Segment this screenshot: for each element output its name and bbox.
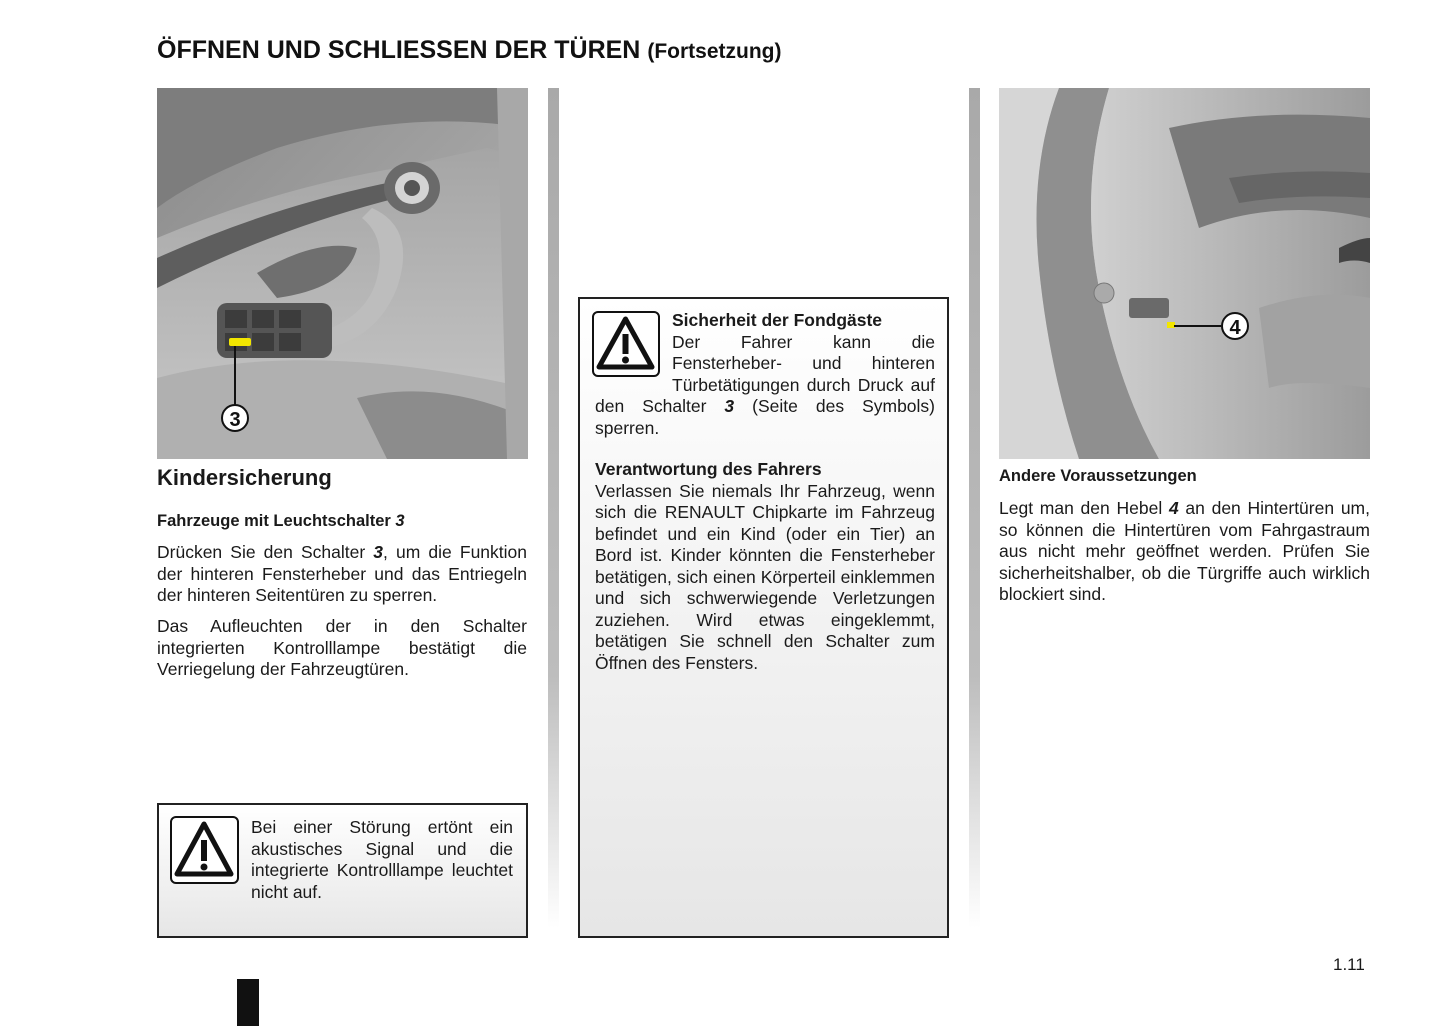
title-main: ÖFFNEN UND SCHLIESSEN DER TÜREN: [157, 36, 641, 64]
right-paragraph: [999, 498, 1370, 606]
title-subtitle: (Fortsetzung): [647, 40, 782, 63]
child-lock-switch-highlight: [229, 338, 251, 346]
subheading-text: Fahrzeuge mit Leuchtschalter: [157, 512, 391, 530]
rear-door-illustration: [999, 88, 1370, 459]
warning-box-malfunction: [157, 803, 528, 938]
callout-4: 4: [1229, 317, 1241, 339]
left-paragraph-2: Das Aufleuchten der in den Schalter integrierten Kontrolllampe bestätigt die Verriegelung der Fahrzeugtüren.: [157, 616, 527, 679]
heading-andere-voraussetzungen: Andere Voraussetzungen: [999, 467, 1197, 485]
warning2-title: Verantwortung des Fahrers: [595, 459, 822, 479]
left-para1-b: , um die Funktion der hinteren Fensterheber und das Entriegeln der hinteren Seitentüren zu sperren.: [157, 542, 528, 605]
subheading-ref: 3: [395, 512, 405, 530]
lever-4-highlight: [1167, 322, 1175, 328]
column-divider-right: [969, 88, 980, 928]
warning1-text-a: Der Fahrer kann die Fensterheber- und hinteren Türbetätigungen durch Druck auf den Schalter: [595, 331, 935, 416]
warning2-text: Verlassen Sie niemals Ihr Fahrzeug, wenn sich die RENAULT Chipkarte im Fahrzeug befindet und ein Kind (oder ein Tier) an Bord ist. Kinder könnten die Fensterheber betätigen, sich einen Körperteil einklemmen und sich schwerwiegende Verletzungen zuziehen. Wird etwas eingeklemmt, betätigen Sie schnell den Schalter zum Öffnen des Fensters.: [595, 480, 935, 673]
column-divider-left: [548, 88, 559, 928]
right-para-b: an den Hintertüren um, so können die Hintertüren vom Fahrgastraum aus nicht mehr geöffnet werden. Prüfen Sie sicherheitshalber, ob die Türgriffe auch wirklich blockiert sind.: [999, 498, 1370, 604]
left-para1-a: Drücken Sie den Schalter: [157, 542, 374, 562]
warning1-title: Sicherheit der Fondgäste: [672, 310, 883, 330]
subheading-leuchtschalter: [157, 512, 405, 531]
right-para-a: Legt man den Hebel: [999, 498, 1169, 518]
rear-door-lever-photo: [999, 88, 1370, 459]
left-paragraph-1: [157, 542, 527, 607]
page-number: 1.11: [1333, 955, 1365, 974]
warning-triangle-icon: [170, 816, 239, 884]
warning1-content: [595, 310, 935, 674]
print-mark: [237, 979, 259, 1026]
page-title: [157, 36, 781, 65]
door-panel-illustration: [157, 88, 528, 459]
malfunction-warning-text: Bei einer Störung ertönt ein akustisches Signal und die integrierte Kontrolllampe leuchtet nicht auf.: [251, 817, 513, 902]
left-para1-ref: 3: [373, 542, 384, 562]
door-switch-photo: [157, 88, 528, 459]
warning1-text-b: (Seite des Symbols) sperren.: [595, 396, 936, 438]
right-para-ref: 4: [1168, 498, 1179, 518]
callout-3: 3: [229, 409, 241, 431]
section-heading-kindersicherung: Kindersicherung: [157, 465, 332, 490]
warning-box-rear-safety: [578, 297, 949, 938]
warning1-ref: 3: [724, 396, 735, 416]
